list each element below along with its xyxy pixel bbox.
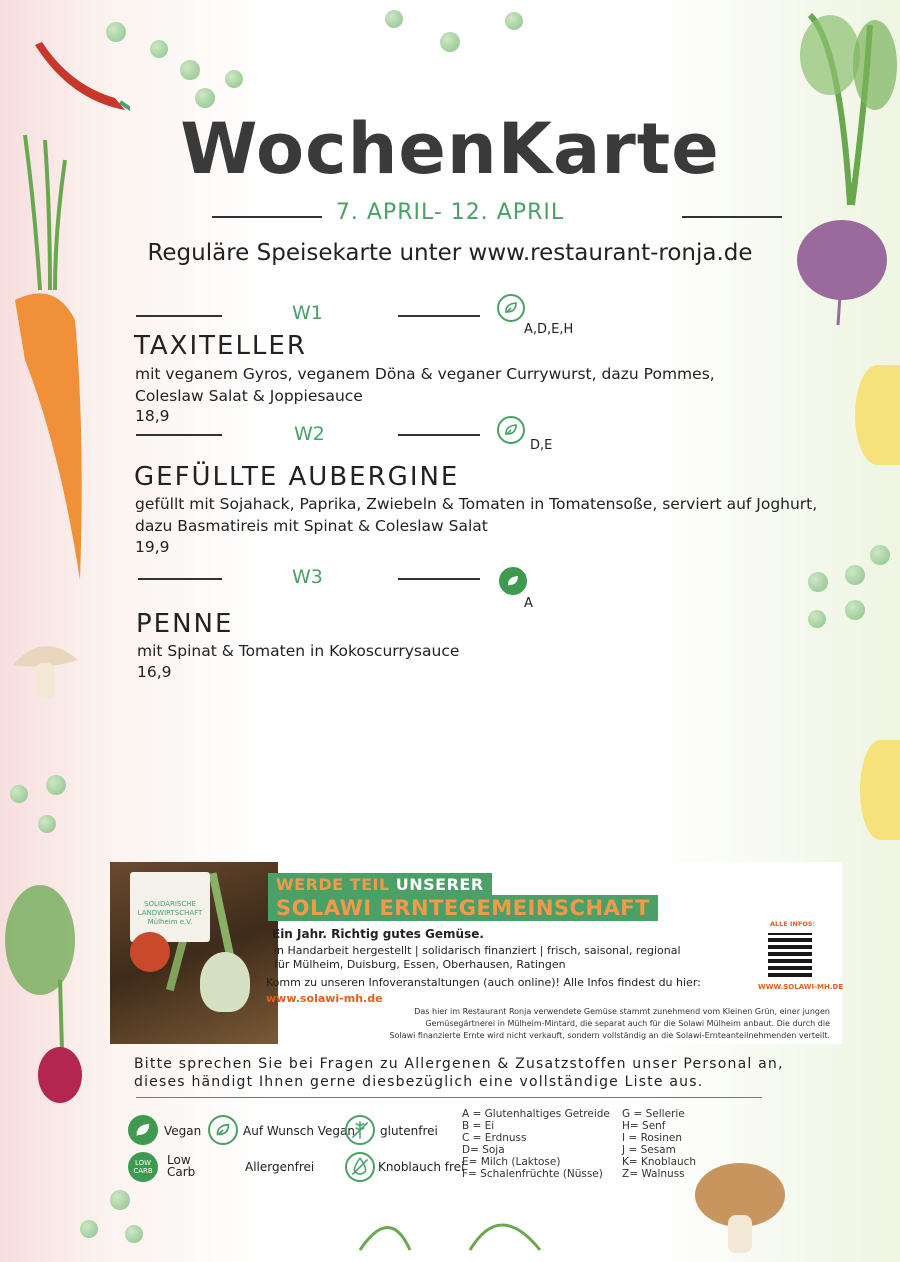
divider bbox=[398, 434, 480, 436]
dish-code: W1 bbox=[292, 302, 323, 324]
date-range: 7. APRIL- 12. APRIL bbox=[335, 200, 565, 225]
dish-price: 16,9 bbox=[137, 663, 172, 681]
divider bbox=[136, 315, 222, 317]
pea-decoration bbox=[150, 40, 168, 58]
banner-note: Gemüsegärtnerei in Mülheim-Mintard, die separat auch für die Solawi Mülheim anbaut. Die durch die bbox=[425, 1019, 830, 1028]
dish-code: W3 bbox=[292, 566, 323, 588]
page-title: WochenKarte bbox=[180, 108, 720, 190]
mushroom-decoration bbox=[690, 1160, 790, 1255]
banner-tagline: in Handarbeit hergestellt | solidarisch finanziert | frisch, saisonal, regional bbox=[274, 944, 681, 957]
dish-description: gefüllt mit Sojahack, Paprika, Zwiebeln & Tomaten in Tomatensoße, serviert auf Joghurt, bbox=[135, 495, 818, 513]
divider bbox=[398, 578, 480, 580]
pea-decoration bbox=[225, 70, 243, 88]
dish-name: PENNE bbox=[136, 609, 234, 639]
banner-invite: Komm zu unseren Infoveranstaltungen (auch online)! Alle Infos findest du hier: bbox=[266, 976, 701, 989]
allergen-notice: Bitte sprechen Sie bei Fragen zu Allergenen & Zusatzstoffen unser Personal an, dieses händigt Ihnen gerne diesbezüglich eine vollständige Liste aus. bbox=[134, 1056, 784, 1090]
lemon-decoration bbox=[855, 365, 900, 465]
allergen-list: A = Glutenhaltiges Getreide B = Ei C = Erdnuss D= Soja E= Milch (Laktose) F= Schalenfrüchte (Nüsse) bbox=[462, 1108, 610, 1180]
banner-note: Solawi finanzierte Ernte wird nicht verkauft, sondern vollständig an die Solawi-Ernteanteilnehmenden verteilt. bbox=[389, 1031, 830, 1040]
regular-menu-link[interactable]: Reguläre Speisekarte unter www.restaurant-ronja.de bbox=[147, 240, 753, 266]
divider bbox=[682, 216, 782, 218]
dish-name: GEFÜLLTE AUBERGINE bbox=[134, 462, 460, 492]
pea-decoration bbox=[505, 12, 523, 30]
pea-decoration bbox=[845, 600, 865, 620]
dish-price: 19,9 bbox=[135, 538, 170, 556]
qr-link[interactable]: WWW.SOLAWI-MH.DE bbox=[758, 983, 844, 991]
pea-decoration bbox=[125, 1225, 143, 1243]
pea-decoration bbox=[46, 775, 66, 795]
divider bbox=[398, 315, 480, 317]
banner-photo bbox=[110, 862, 278, 1044]
legend-vegan: Vegan bbox=[164, 1124, 202, 1138]
allergen-list: G = Sellerie H= Senf I = Rosinen J = Sesam K= Knoblauch Z= Walnuss bbox=[622, 1108, 697, 1180]
lemon-decoration bbox=[860, 740, 900, 840]
dish-code: W2 bbox=[294, 423, 325, 445]
legend-low-carb: Low Carb bbox=[167, 1153, 196, 1179]
gluten-free-icon bbox=[345, 1115, 375, 1145]
banner-headline: Ein Jahr. Richtig gutes Gemüse. bbox=[272, 927, 484, 941]
banner-photo-label: SOLIDARISCHE LANDWIRTSCHAFT Mülheim e.V. bbox=[130, 872, 210, 942]
legend-allergen-free: Allergenfrei bbox=[245, 1160, 315, 1174]
low-carb-icon: LOW CARB bbox=[128, 1152, 158, 1182]
on-request-vegan-icon bbox=[208, 1115, 238, 1145]
vegan-leaf-icon bbox=[499, 567, 527, 595]
pea-decoration bbox=[110, 1190, 130, 1210]
pea-decoration bbox=[808, 610, 826, 628]
qr-title: ALLE INFOS: bbox=[770, 920, 816, 928]
pea-decoration bbox=[180, 60, 200, 80]
pea-decoration bbox=[106, 22, 126, 42]
pea-decoration bbox=[38, 815, 56, 833]
banner-title-line2: SOLAWI ERNTEGEMEINSCHAFT bbox=[268, 895, 658, 921]
legend-on-request-vegan: Auf Wunsch Vegan bbox=[243, 1124, 356, 1138]
dish-description: mit veganem Gyros, veganem Döna & veganer Currywurst, dazu Pommes, bbox=[135, 365, 715, 383]
banner-note: Das hier im Restaurant Ronja verwendete Gemüse stammt zunehmend vom Kleinen Grün, einer jungen bbox=[414, 1007, 830, 1016]
vegan-leaf-icon bbox=[497, 416, 525, 444]
dish-price: 18,9 bbox=[135, 407, 170, 425]
dish-name: TAXITELLER bbox=[134, 331, 307, 361]
pea-decoration bbox=[385, 10, 403, 28]
beet-decoration bbox=[0, 880, 110, 1120]
pea-decoration bbox=[845, 565, 865, 585]
legend-garlic-free: Knoblauch frei bbox=[378, 1160, 465, 1174]
qr-code[interactable] bbox=[768, 933, 812, 977]
chili-decoration bbox=[30, 40, 130, 70]
pea-decoration bbox=[808, 572, 828, 592]
herb-decoration bbox=[350, 1195, 550, 1255]
mushroom-decoration bbox=[8, 635, 83, 705]
vegan-icon bbox=[128, 1115, 158, 1145]
pea-decoration bbox=[10, 785, 28, 803]
dish-description: Coleslaw Salat & Joppiesauce bbox=[135, 387, 363, 405]
divider bbox=[136, 1097, 762, 1098]
legend-gluten-free: glutenfrei bbox=[380, 1124, 438, 1138]
pea-decoration bbox=[870, 545, 890, 565]
vegan-leaf-icon bbox=[497, 294, 525, 322]
garlic-free-icon bbox=[345, 1152, 375, 1182]
dish-description: mit Spinat & Tomaten in Kokoscurrysauce bbox=[137, 642, 460, 660]
pea-decoration bbox=[440, 32, 460, 52]
banner-link[interactable]: www.solawi-mh.de bbox=[266, 992, 383, 1005]
dish-description: dazu Basmatireis mit Spinat & Coleslaw Salat bbox=[135, 517, 488, 535]
banner-cities: für Mülheim, Duisburg, Essen, Oberhausen, Ratingen bbox=[274, 958, 566, 971]
dish-allergens: A bbox=[524, 596, 533, 611]
pea-decoration bbox=[195, 88, 215, 108]
carrot-decoration bbox=[5, 130, 105, 590]
divider bbox=[136, 434, 222, 436]
pea-decoration bbox=[80, 1220, 98, 1238]
dish-allergens: A,D,E,H bbox=[524, 322, 574, 337]
banner-title-line1: WERDE TEIL UNSERER bbox=[268, 873, 492, 896]
dish-allergens: D,E bbox=[530, 438, 553, 453]
divider bbox=[138, 578, 222, 580]
